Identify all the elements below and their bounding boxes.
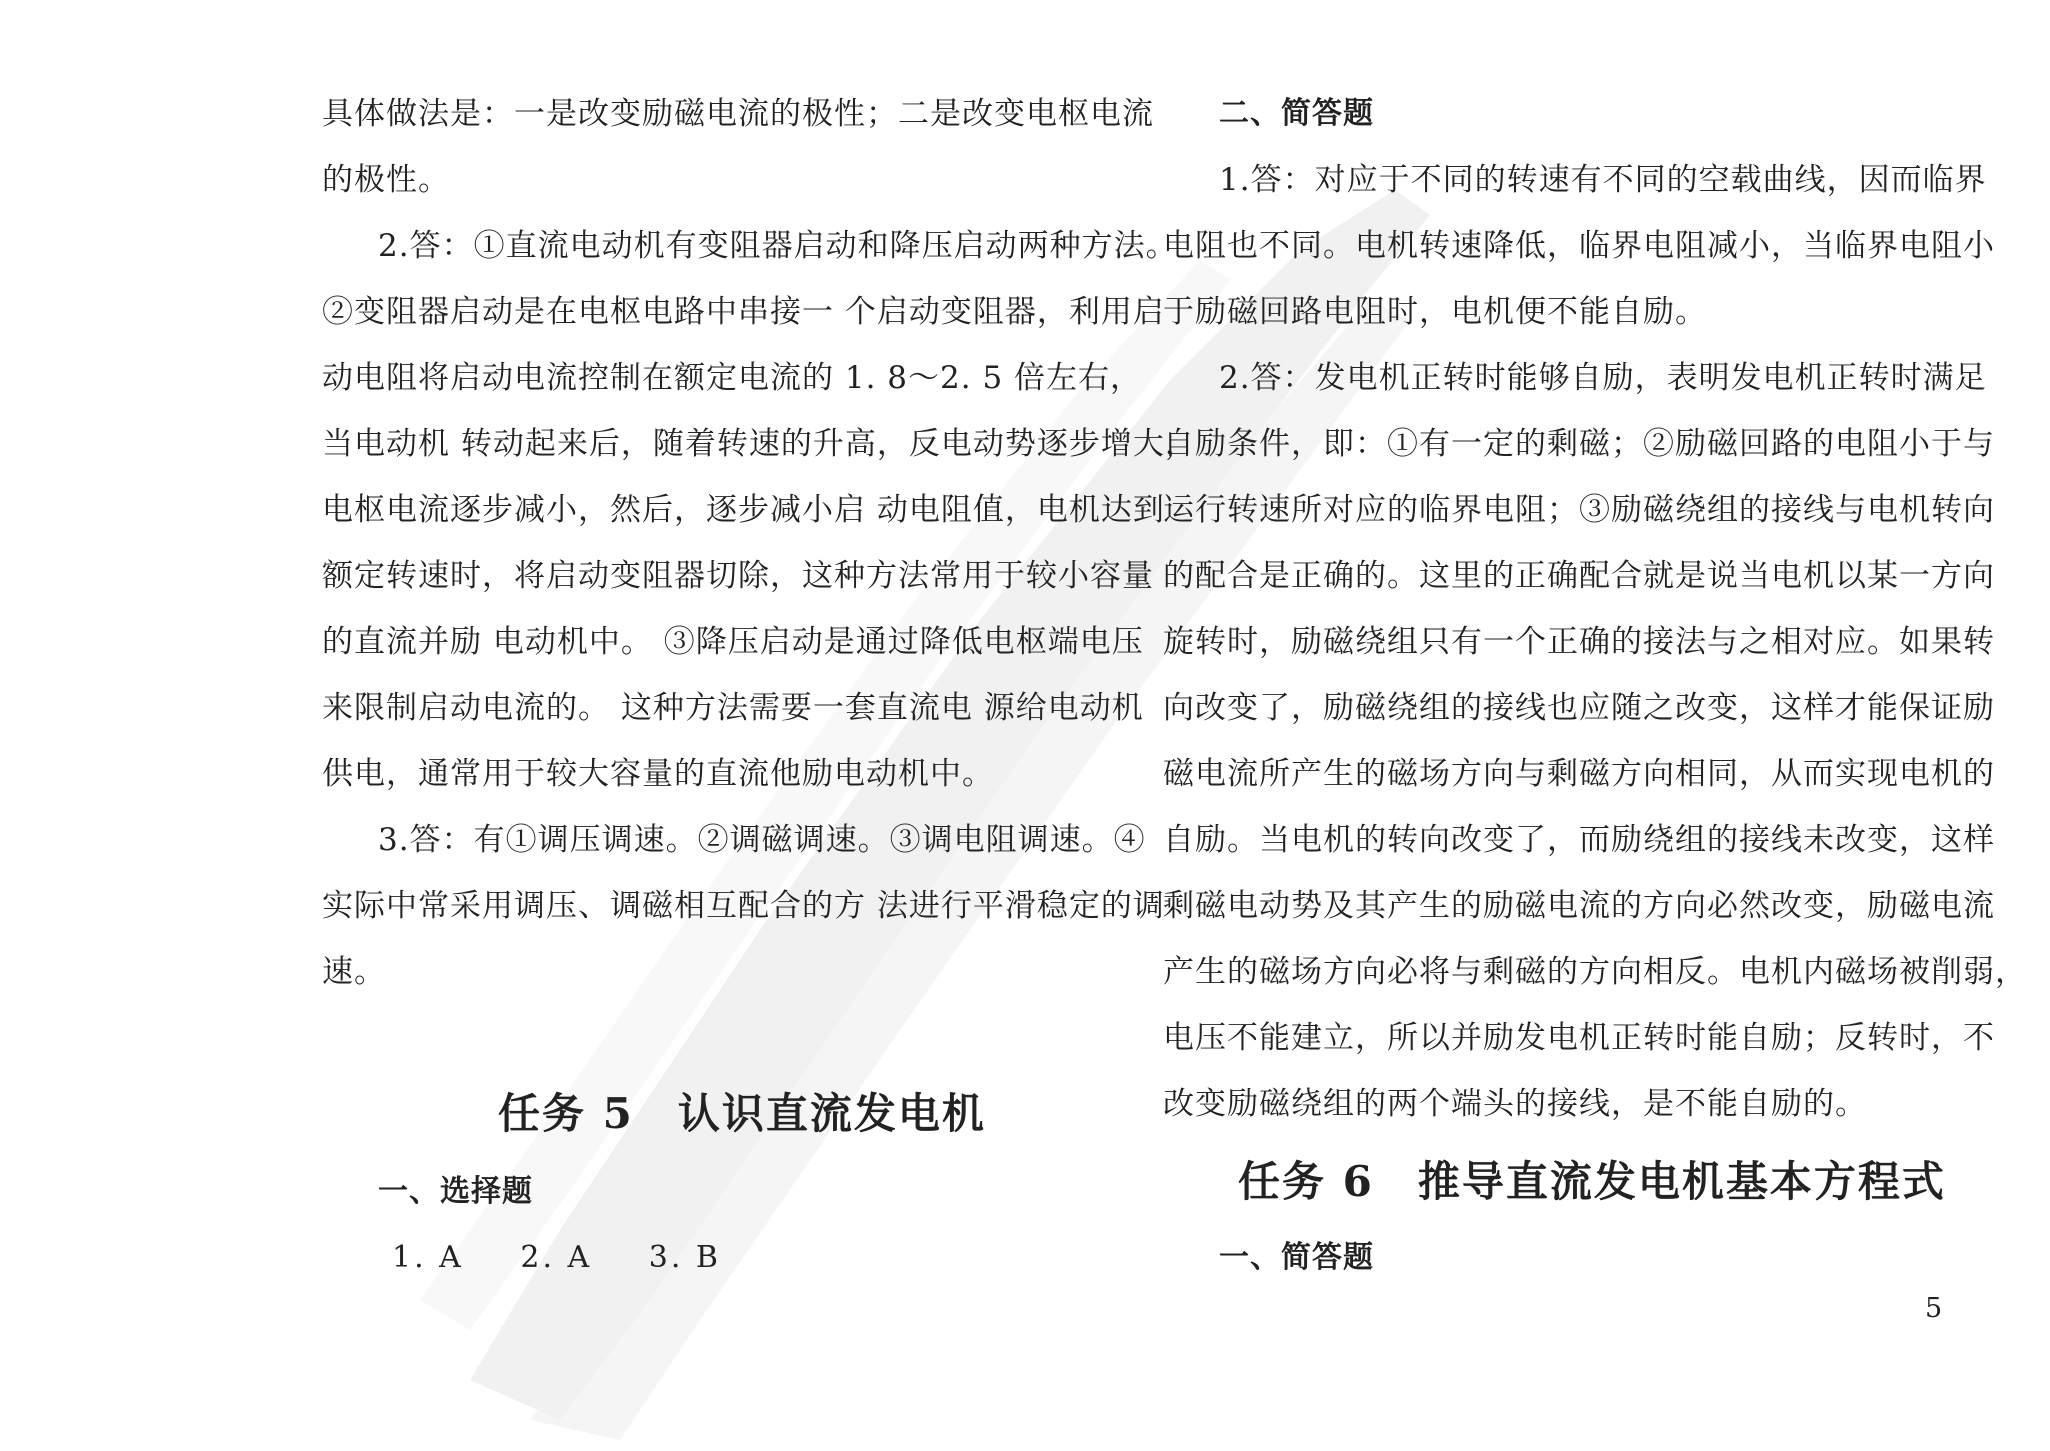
left-text-line: 供电，通常用于较大容量的直流他励电动机中。 (322, 756, 994, 792)
right-text-line: 旋转时，励磁绕组只有一个正确的接法与之相对应。如果转 (1163, 624, 1995, 660)
subheading-short-answer: 二、简答题 (1219, 96, 1374, 131)
choice-answer: 1. A (392, 1240, 464, 1275)
left-text-line: 动电阻将启动电流控制在额定电流的 1. 8～2. 5 倍左右， (322, 360, 1143, 396)
choice-answer: 2. A (520, 1240, 593, 1275)
right-text-line: 运行转速所对应的临界电阻；③励磁绕组的接线与电机转向 (1163, 492, 1995, 528)
section-title-task-6: 任务 6 推导直流发电机基本方程式 (1238, 1157, 1946, 1206)
left-text-line: 速。 (322, 954, 386, 990)
right-text-line: 的配合是正确的。这里的正确配合就是说当电机以某一方向 (1163, 558, 1995, 594)
left-text-line: 的极性。 (322, 162, 450, 198)
right-text-line: 产生的磁场方向必将与剩磁的方向相反。电机内磁场被削弱， (1163, 954, 2027, 990)
right-text-line: 剩磁电动势及其产生的励磁电流的方向必然改变，励磁电流 (1163, 888, 1995, 924)
left-text-line: ②变阻器启动是在电枢电路中串接一 个启动变阻器，利用启 (322, 294, 1165, 330)
left-text-line: 额定转速时，将启动变阻器切除，这种方法常用于较小容量 (322, 558, 1154, 594)
left-text-line: 当电动机 转动起来后，随着转速的升高，反电动势逐步增大， (322, 426, 1197, 462)
right-text-line: 1.答：对应于不同的转速有不同的空载曲线，因而临界 (1219, 162, 1987, 198)
subheading-short-answer-2: 一、简答题 (1219, 1240, 1374, 1275)
left-text-line: 电枢电流逐步减小，然后，逐步减小启 动电阻值，电机达到 (322, 492, 1165, 528)
page-number: 5 (1925, 1293, 1943, 1324)
choice-answer: 3. B (648, 1240, 721, 1275)
left-text-line: 2.答：①直流电动机有变阻器启动和降压启动两种方法。 (378, 228, 1178, 264)
right-text-line: 改变励磁绕组的两个端头的接线，是不能自励的。 (1163, 1086, 1867, 1122)
right-text-line: 自励。当电机的转向改变了，而励绕组的接线未改变，这样 (1163, 822, 1995, 858)
left-text-line: 实际中常采用调压、调磁相互配合的方 法进行平滑稳定的调 (322, 888, 1165, 924)
choice-answers (392, 1238, 765, 1278)
right-text-line: 电压不能建立，所以并励发电机正转时能自励；反转时，不 (1163, 1020, 1995, 1056)
right-text-line: 电阻也不同。电机转速降低，临界电阻减小，当临界电阻小 (1163, 228, 1995, 264)
right-text-line: 2.答：发电机正转时能够自励，表明发电机正转时满足 (1219, 360, 1987, 396)
left-text-line: 的直流并励 电动机中。 ③降压启动是通过降低电枢端电压 (322, 624, 1144, 660)
section-title-task-5: 任务 5 认识直流发电机 (498, 1089, 986, 1138)
right-text-line: 磁电流所产生的磁场方向与剩磁方向相同，从而实现电机的 (1163, 756, 1995, 792)
left-text-line: 来限制启动电流的。 这种方法需要一套直流电 源给电动机 (322, 690, 1144, 726)
left-text-line: 3.答：有①调压调速。②调磁调速。③调电阻调速。④ (378, 822, 1146, 858)
right-text-line: 自励条件，即：①有一定的剩磁；②励磁回路的电阻小于与 (1163, 426, 1995, 462)
right-text-line: 于励磁回路电阻时，电机便不能自励。 (1163, 294, 1707, 330)
subheading-choice-questions: 一、选择题 (378, 1174, 533, 1209)
left-text-line: 具体做法是：一是改变励磁电流的极性；二是改变电枢电流 (322, 96, 1154, 132)
right-text-line: 向改变了，励磁绕组的接线也应随之改变，这样才能保证励 (1163, 690, 1995, 726)
